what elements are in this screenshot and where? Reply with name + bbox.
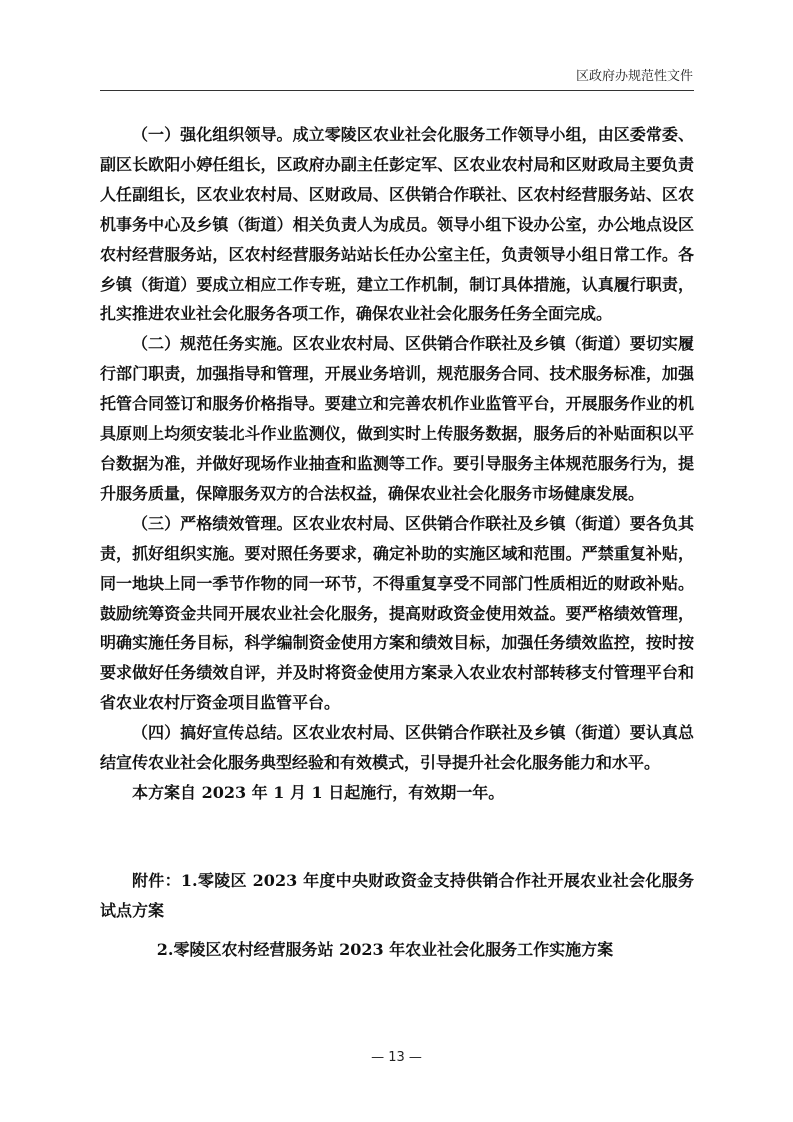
document-body — [100, 120, 694, 808]
section-4-paragraph: （四）搞好宣传总结。区农业农村局、区供销合作联社及乡镇（街道）要认真总结宣传农业社会化服务典型经验和有效模式，引导提升社会化服务能力和水平。 — [100, 723, 694, 773]
attachments — [100, 866, 694, 965]
page-number: — 13 — — [371, 1050, 422, 1065]
effective-date-paragraph: 本方案自 2023 年 1 月 1 日起施行，有效期一年。 — [132, 782, 505, 802]
header-divider — [100, 90, 694, 91]
document-type-label: 区政府办规范性文件 — [575, 69, 693, 84]
attachment-2: 2.零陵区农村经营服务站 2023 年农业社会化服务工作实施方案 — [156, 939, 614, 959]
section-1-paragraph: （一）强化组织领导。成立零陵区农业社会化服务工作领导小组，由区委常委、副区长欧阳小婷任组长，区政府办副主任彭定军、区农业农村局和区财政局主要负责人任副组长，区农业农村局、区财政局、区供销合作联社、区农村经营服务站、区农机事务中心及乡镇（街道）相关负责人为成员。领导小组下设办公室，办公地点设区农村经营服务站，区农村经营服务站站长任办公室主任，负责领导小组日常工作。各乡镇（街道）要成立相应工作专班，建立工作机制，制订具体措施，认真履行职责，扎实推进农业社会化服务各项工作，确保农业社会化服务任务全面完成。 — [100, 125, 694, 324]
section-3-paragraph: （三）严格绩效管理。区农业农村局、区供销合作联社及乡镇（街道）要各负其责，抓好组织实施。要对照任务要求，确定补助的实施区域和范围。严禁重复补贴，同一地块上同一季节作物的同一环节，不得重复享受不同部门性质相近的财政补贴。鼓励统筹资金共同开展农业社会化服务，提高财政资金使用效益。要严格绩效管理，明确实施任务目标，科学编制资金使用方案和绩效目标，加强任务绩效监控，按时按要求做好任务绩效自评，并及时将资金使用方案录入农业农村部转移支付管理平台和省农业农村厅资金项目监管平台。 — [100, 513, 694, 713]
section-2-paragraph: （二）规范任务实施。区农业农村局、区供销合作联社及乡镇（街道）要切实履行部门职责，加强指导和管理，开展业务培训，规范服务合同、技术服务标准，加强托管合同签订和服务价格指导。要建立和完善农机作业监管平台，开展服务作业的机具原则上均须安装北斗作业监测仪，做到实时上传服务数据，服务后的补贴面积以平台数据为准，并做好现场作业抽查和监测等工作。要引导服务主体规范服务行为，提升服务质量，保障服务双方的合法权益，确保农业社会化服务市场健康发展。 — [100, 334, 694, 503]
attachment-1: 附件：1.零陵区 2023 年度中央财政资金支持供销合作社开展农业社会化服务试点方案 — [100, 871, 694, 920]
